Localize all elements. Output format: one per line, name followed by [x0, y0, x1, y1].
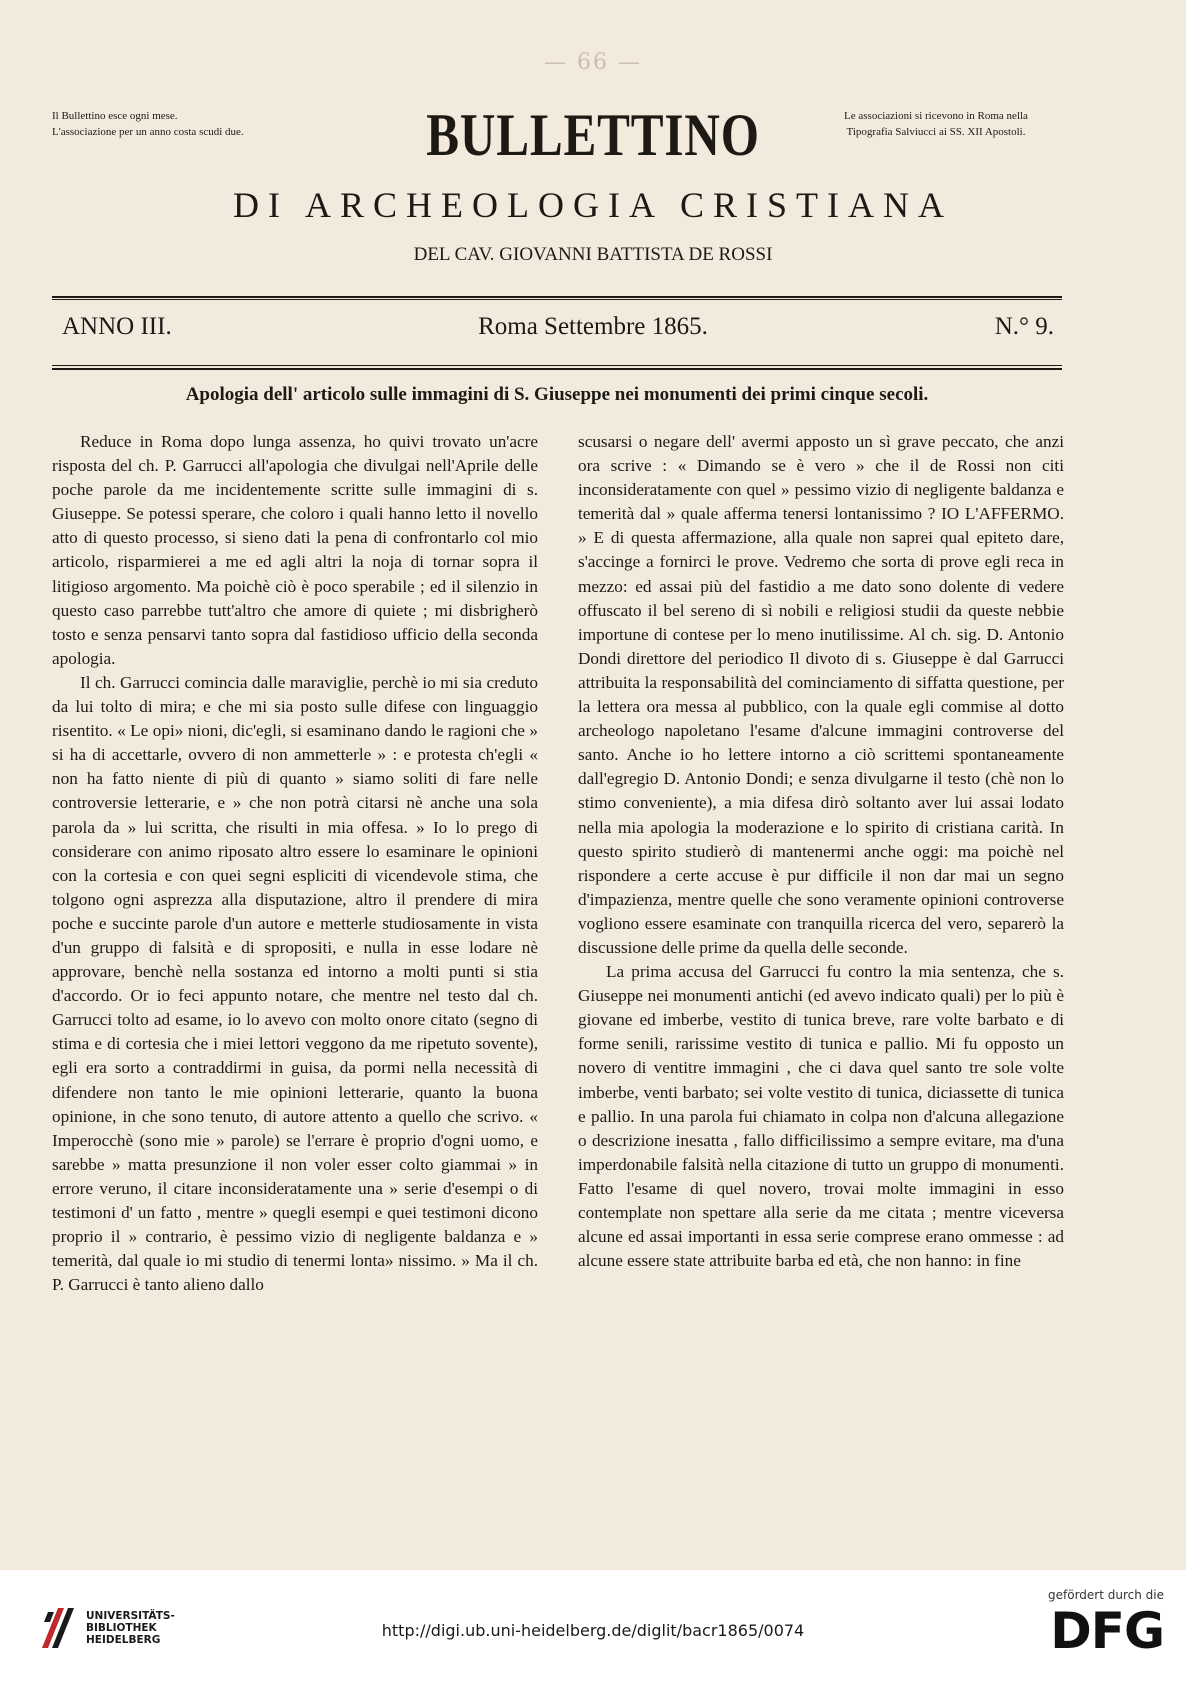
header-rule-top-thin: [52, 299, 1062, 300]
library-line-3: HEIDELBERG: [86, 1634, 161, 1646]
library-line-2: BIBLIOTHEK: [86, 1622, 157, 1634]
header-rule-bottom-thin: [52, 365, 1062, 366]
note-left-line-2: L'associazione per un anno costa scudi due.: [52, 126, 244, 138]
issue-year: ANNO III.: [62, 313, 172, 340]
header-rule-top: [52, 296, 1062, 298]
paragraph: La prima accusa del Garrucci fu contro la mia sentenza, che s. Giuseppe nei monumenti antichi (ed avevo indicato quali) per lo più è giovane ed imberbe, vestito di tunica breve, rare volte barbato e di forme senili, rarissime vestito di tunica e pallio. Mi fu opposto un novero di ventitre immagini , che ci dava quel santo tre sole volte imberbe, venti barbato; sei volte vestito di tunica, diciassette di tunica e pallio. In una parola fui chiamato in colpa non d'alcuna allegazione o descrizione inesatta , fallo difficilissimo a sempre evitare, ma d'una imperdonabile falsità nella citazione di tutto un gruppo di monumenti. Fatto l'esame di quel novero, trovai molte immagini in esso contemplate non spettare alla serie da me citata ; mentre viceversa alcune ed assai importanti in essa serie comprese erano ommesse : ad alcune essere state attribuite barba ed età, che non hanno: in fine: [578, 962, 1064, 1271]
article-title: Apologia dell' articolo sulle immagini di S. Giuseppe nei monumenti dei primi cinque secoli.: [185, 384, 929, 405]
funded-by-label: gefördert durch die: [1048, 1588, 1164, 1602]
digitization-footer: [0, 1570, 1186, 1686]
dfg-logo: DFG: [1050, 1602, 1164, 1660]
library-line-1: UNIVERSITÄTS-: [86, 1610, 175, 1622]
journal-author: DEL CAV. GIOVANNI BATTISTA DE ROSSI: [413, 244, 773, 265]
paragraph: Il ch. Garrucci comincia dalle maraviglie, perchè io mi sia creduto da lui tolto di mira; e che mi sia posto sulle difese con linguaggio risentito. « Le opi» nioni, dic'egli, si esaminano dando le ragioni che » si ha di accettarle, ovvero di non ammetterle » : e protesta ch'egli « non ha fatto niente di più di quanto » siamo soliti di fare nelle controversie letterarie, e » che non potrà citarsi nè anche una sola parola da » lui scritta, che risulti in mia offesa. » Io lo prego di considerare con animo riposato altro essere lo esaminare le opinioni con la cortesia e con quei segni espliciti di vicendevole stima, che tolgono ogni asprezza alla disputazione, altro il prendere di mira poche e succinte parole d'un autore e metterle studiosamente in vista d'un gruppo di falsità e di spropositi, e nulla in esse lodare nè approvare, benchè nella sostanza ed intorno a molti punti si stia d'accordo. Or io feci appunto notare, che mentre nel testo dal ch. Garrucci tolto ad esame, io lo avevo con molto onore citato (segno di stima e di cortesia che i miei lettori veggono da me ripetuto sovente), egli era sorto a contraddirmi in guisa, da pormi nella necessità di difendere non tanto le mie opinioni letterarie, quanto la buona opinione, in che sono tenuto, di autore attento a quello che scrivo. « Imperocchè (sono mie » parole) se l'errare è proprio d'ogni uomo, e sarebbe » matta presunzione il non voler esser colto giammai » in errore veruno, il citare inconsideratamente una » serie d'esempi o di testimoni d' un fatto , mentre » quegli esempi e quei testimoni dicono proprio il » contrario, è pessimo vizio di negligente baldanza e » temerità, dal quale io mi studio di tenermi lonta» nissimo. » Ma il ch. P. Garrucci è tanto alieno dallo: [52, 672, 538, 1295]
journal-title: BULLETTINO: [426, 102, 760, 168]
text-column-left: [52, 430, 538, 1297]
note-left-line-1: Il Bullettino esce ogni mese.: [52, 110, 178, 122]
page-number-mark: — 66 —: [544, 50, 642, 75]
issue-number: N.° 9.: [994, 313, 1054, 340]
note-right-line-2: Tipografia Salviucci ai SS. XII Apostoli.: [846, 126, 1026, 138]
paragraph: scusarsi o negare dell' avermi apposto un sì grave peccato, che anzi ora scrive : « Dimando se è vero » che il de Rossi non citi inconsideratamente con quel » pessimo vizio di negligente baldanza e temerità dal » quale afferma tenersi lontanissimo ? IO L'AFFERMO. » E di questa affermazione, alla quale non saprei qual epiteto dare, s'accinge a fornirci le prove. Vedremo che sorta di prove egli reca in mezzo: ed assai più del fastidio a me dato sono dolente di vedere offuscato il bel sereno di sì nobili e religiosi studii da queste nebbie importune di contese per lo meno inutilissime. Al ch. sig. D. Antonio Dondi direttore del periodico Il divoto di s. Giuseppe è dal Garrucci attribuita la responsabilità del cominciamento di siffatta questione, per la lettera ora messa al pubblico, con la quale egli commise al dotto archeologo napoletano l'esame d'alcune immagini controverse del santo. Anche io ho lettere intorno a ciò scrittemi spontaneamente dall'egregio D. Antonio Dondi; e senza divulgarne il testo (chè non lo stimo conveniente), a mia difesa dirò soltanto aver lui assai lodato nella mia apologia la moderazione e lo spirito di cristiana carità. In questo spirito studierò di mantenermi anche oggi: ma poichè nel rispondere a certe accuse è pur difficile il non dar mai un segno d'impazienza, mentre quelle che sono veramente opinioni controverse vogliono essere esaminate con tranquilla ricerca del vero, separerò la discussione delle prime da quella delle seconde.: [578, 432, 1064, 957]
source-url-link[interactable]: http://digi.ub.uni-heidelberg.de/diglit/bacr1865/0074: [381, 1621, 805, 1640]
text-column-right: [578, 430, 1064, 1273]
issue-place-date: Roma Settembre 1865.: [478, 313, 708, 340]
journal-subtitle: DI ARCHEOLOGIA CRISTIANA: [233, 185, 953, 225]
note-right-line-1: Le associazioni si ricevono in Roma nella: [844, 110, 1028, 122]
paragraph: Reduce in Roma dopo lunga assenza, ho quivi trovato un'acre risposta del ch. P. Garrucci all'apologia che divulgai nell'Aprile delle poche parole da me incidentemente scritte sulle immagini di s. Giuseppe. Se potessi sperare, che coloro i quali hanno letto il novello atto di questo processo, si sieno dati la pena di confrontarlo col mio articolo, risparmierei a me ed agli altri la noja di tornar sopra il litigioso argomento. Ma poichè ciò è poco sperabile ; ed il silenzio in questo caso parrebbe tutt'altro che amore di quiete ; mi disbrigherò tosto e senza pensarvi tanto sopra dal fastidioso ufficio della seconda apologia.: [52, 432, 538, 668]
header-rule-bottom: [52, 368, 1062, 370]
